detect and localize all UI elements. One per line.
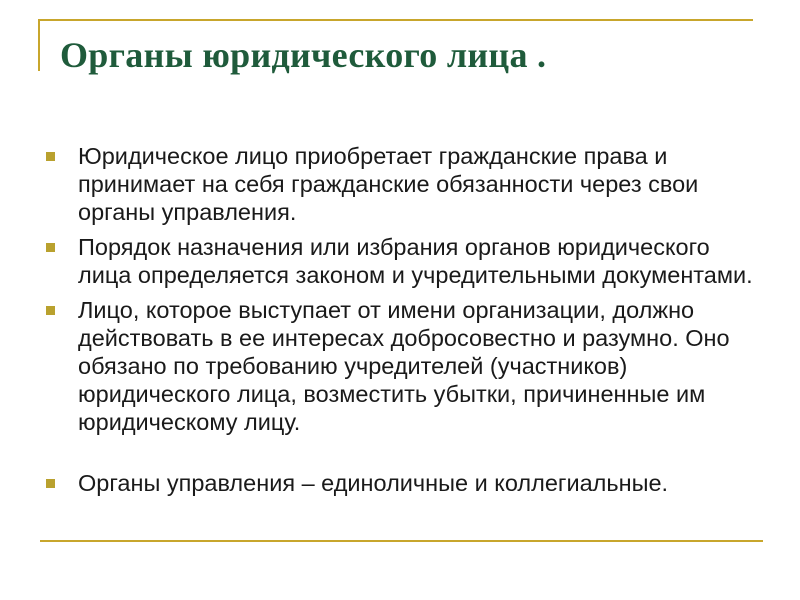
bullet-item xyxy=(46,469,762,497)
left-accent-rule xyxy=(38,19,40,71)
square-bullet-icon xyxy=(46,479,55,488)
bullet-item xyxy=(46,142,762,226)
bullet-list xyxy=(46,142,762,504)
bullet-item xyxy=(46,296,762,436)
square-bullet-icon xyxy=(46,306,55,315)
bottom-accent-rule xyxy=(40,540,763,542)
square-bullet-icon xyxy=(46,243,55,252)
slide-title: Органы юридического лица . xyxy=(60,35,547,75)
bullet-text: Порядок назначения или избрания органов юридического лица определяется законом и учредительными документами. xyxy=(78,234,753,288)
bullet-item xyxy=(46,233,762,289)
bullet-text: Лицо, которое выступает от имени организации, должно действовать в ее интересах добросовестно и разумно. Оно обязано по требованию учредителей (участников) юридического лица, возместить убытки, причиненные им юридическому лицу. xyxy=(78,297,730,435)
top-accent-rule xyxy=(38,19,753,21)
square-bullet-icon xyxy=(46,152,55,161)
bullet-text: Юридическое лицо приобретает гражданские права и принимает на себя гражданские обязанности через свои органы управления. xyxy=(78,143,699,225)
bullet-text: Органы управления – единоличные и коллегиальные. xyxy=(78,470,669,496)
